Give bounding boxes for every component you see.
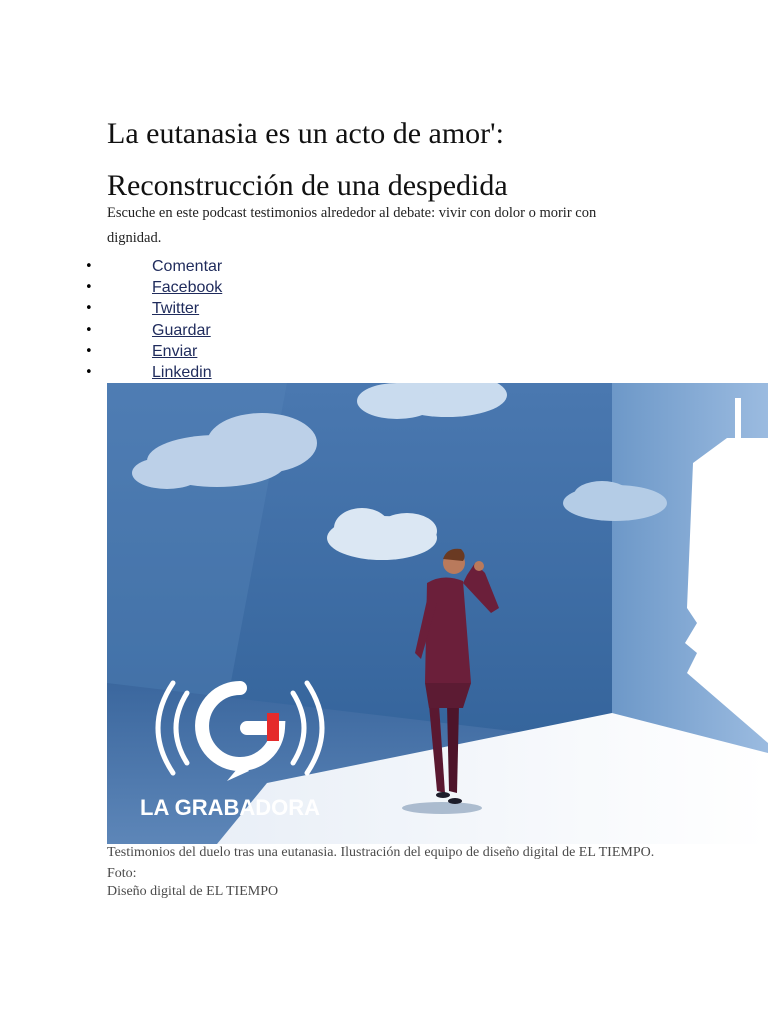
image-caption	[107, 844, 667, 901]
list-bullet: •	[85, 343, 93, 359]
logo-red-mark	[267, 713, 279, 741]
caption-text: Testimonios del duelo tras una eutanasia. Ilustración del equipo de diseño digital de EL TIEMPO.	[107, 845, 655, 860]
list-bullet: •	[85, 364, 93, 380]
article-subtitle: Escuche en este podcast testimonios alrededor al debate: vivir con dolor o morir con dignidad.	[107, 205, 597, 246]
logo-text: LA GRABADORA	[140, 795, 321, 820]
cloud-center	[327, 508, 437, 560]
title-line-2: Reconstrucción de una despedida	[107, 169, 508, 202]
enviar-link[interactable]: Enviar	[152, 342, 198, 360]
figure-shadow	[402, 802, 482, 814]
list-bullet: •	[85, 280, 93, 296]
foto-label: Foto:	[107, 866, 137, 881]
twitter-link[interactable]: Twitter	[152, 300, 200, 318]
hero-illustration	[107, 383, 768, 844]
photo-credit: Diseño digital de EL TIEMPO	[107, 884, 279, 899]
title-line-1: La eutanasia es un acto de amor':	[107, 117, 504, 150]
illustration-svg	[107, 383, 768, 844]
list-bullet: •	[85, 259, 93, 274]
comentar-link[interactable]: Comentar	[152, 258, 223, 275]
guardar-link[interactable]: Guardar	[152, 321, 211, 339]
list-bullet: •	[85, 301, 93, 317]
article-title	[107, 108, 747, 212]
list-bullet: •	[85, 322, 93, 338]
linkedin-link[interactable]: Linkedin	[152, 363, 212, 381]
facebook-link[interactable]: Facebook	[152, 279, 223, 297]
